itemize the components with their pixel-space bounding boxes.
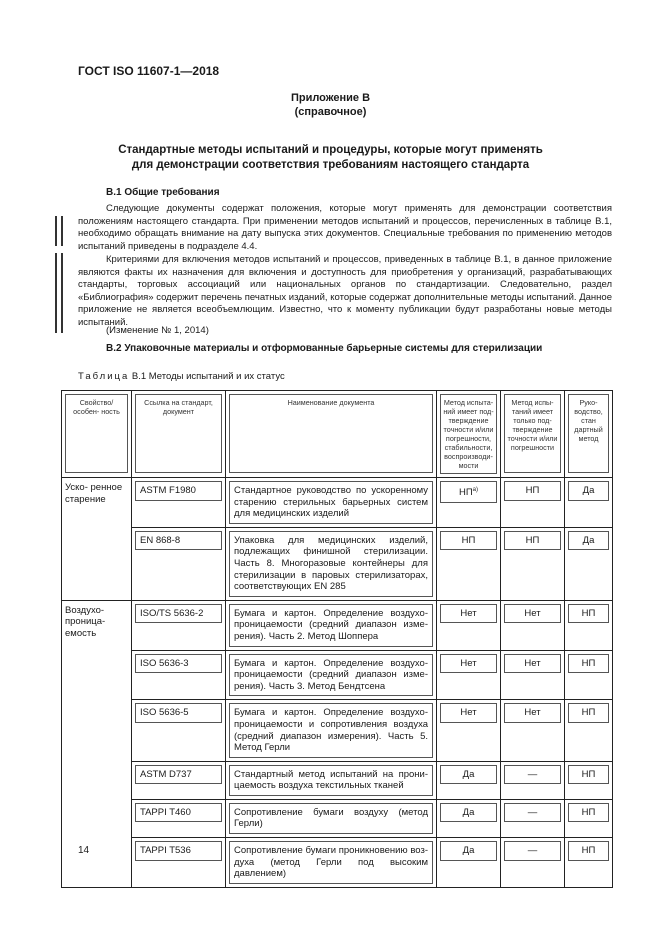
precision-reproducibility-cell: Да	[437, 799, 501, 837]
precision-reproducibility-cell: Да	[437, 838, 501, 888]
methods-table	[61, 390, 613, 888]
reference-cell: ISO 5636-5	[132, 700, 226, 761]
header-precision-only: Метод испы- таний имеет только под- тверждение точности и/или погрешности	[501, 391, 565, 478]
reference-cell: ASTM D737	[132, 761, 226, 799]
document-header: ГОСТ ISO 11607-1—2018	[78, 64, 220, 78]
section-title-line-2: для демонстрации соответствия требованиям настоящего стандарта	[131, 159, 530, 171]
header-document-name: Наименование документа	[226, 391, 437, 478]
document-name-cell: Бумага и картон. Определение воздухо-проницаемости и сопротивления воздуха (средний диапазон измерения). Часть 5. Метод Герли	[226, 700, 437, 761]
precision-reproducibility-cell: НП	[437, 527, 501, 600]
table-row	[62, 799, 613, 837]
precision-only-cell: НП	[501, 478, 565, 528]
precision-only-cell: Нет	[501, 650, 565, 700]
precision-only-cell: —	[501, 838, 565, 888]
change-bar	[61, 216, 63, 246]
precision-only-cell: НП	[501, 527, 565, 600]
precision-reproducibility-cell: Да	[437, 761, 501, 799]
document-name-cell: Бумага и картон. Определение воздухо-проницаемости (средний диапазон изме-рения). Часть 3. Метод Бендтсена	[226, 650, 437, 700]
table-row	[62, 600, 613, 650]
table-row	[62, 527, 613, 600]
header-precision-reproducibility: Метод испыта- ний имеет под- тверждение точности и/или погрешности, стабильности, воспроизводи- мости	[437, 391, 501, 478]
document-name-cell: Стандартное руководство по ускоренному старению стерильных барьерных систем для медицинских изделий	[226, 478, 437, 528]
reference-cell: TAPPI T536	[132, 838, 226, 888]
header-property: Свойство/ особен- ность	[62, 391, 132, 478]
guide-standard-cell: НП	[565, 700, 613, 761]
header-guide-standard-method: Руко- водство, стан дартный метод	[565, 391, 613, 478]
appendix-note: (справочное)	[294, 106, 367, 118]
table-row	[62, 650, 613, 700]
table-row	[62, 700, 613, 761]
footnote-marker: а)	[472, 487, 479, 493]
section-b2-heading: В.2 Упаковочные материалы и отформованные барьерные системы для стерилизации	[106, 343, 543, 354]
paragraph-b1-1: Следующие документы содержат положения, которые могут применять для демонстрации соответствия положениям настоящего стандарта. При применении методов испытаний и процессов, перечисленных в таблице В.1, необходимо обращать внимание на дату выпуска этих документов. Специальные требования по применению методов испытаний приведены в подразделе 4.4.	[78, 203, 612, 252]
section-b1-heading: В.1 Общие требования	[106, 187, 220, 198]
guide-standard-cell: Да	[565, 478, 613, 528]
guide-standard-cell: НП	[565, 838, 613, 888]
reference-cell: ISO/TS 5636-2	[132, 600, 226, 650]
table-caption-word: Таблица	[78, 371, 130, 382]
reference-cell: EN 868-8	[132, 527, 226, 600]
page-number: 14	[78, 845, 90, 856]
change-bar	[61, 253, 63, 333]
section-title-line-1: Стандартные методы испытаний и процедуры, которые могут применять	[118, 144, 543, 156]
table-row	[62, 478, 613, 528]
precision-reproducibility-cell: Нет	[437, 700, 501, 761]
document-name-cell: Бумага и картон. Определение воздухо-проницаемости (средний диапазон изме-рения). Часть 2. Метод Шоппера	[226, 600, 437, 650]
reference-cell: TAPPI T460	[132, 799, 226, 837]
document-name-cell: Сопротивление бумаги проникновению воз-духа (метод Герли под высоким давлением)	[226, 838, 437, 888]
precision-only-cell: —	[501, 761, 565, 799]
header-reference: Ссылка на стандарт, документ	[132, 391, 226, 478]
table-caption	[78, 371, 285, 382]
reference-cell: ISO 5636-3	[132, 650, 226, 700]
appendix-title: Приложение В	[290, 92, 371, 104]
change-bar	[55, 216, 57, 246]
amendment-note: (Изменение № 1, 2014)	[106, 325, 209, 336]
table-row	[62, 761, 613, 799]
document-name-cell: Упаковка для медицинских изделий, подлежащих финишной стерилизации. Часть 8. Многоразовые контейнеры для стерилизации в паровых стерилизаторах, соответствующих EN 285	[226, 527, 437, 600]
guide-standard-cell: НП	[565, 600, 613, 650]
guide-standard-cell: НП	[565, 650, 613, 700]
precision-only-cell: —	[501, 799, 565, 837]
guide-standard-cell: Да	[565, 527, 613, 600]
guide-standard-cell: НП	[565, 761, 613, 799]
property-cell: Уско- ренное старение	[62, 478, 132, 601]
precision-only-cell: Нет	[501, 700, 565, 761]
precision-only-cell: Нет	[501, 600, 565, 650]
document-name-cell: Сопротивление бумаги воздуху (метод Герли)	[226, 799, 437, 837]
table-caption-text: В.1 Методы испытаний и их статус	[131, 371, 285, 382]
paragraph-b1-2: Критериями для включения методов испытаний и процессов, приведенных в таблице В.1, в данное приложение являются факты их назначения для включения и доступность для приобретения у организаций, разрабатывающих стандарты, торговых ассоциаций или национальных органов по стандартизации. Следовательно, раздел «Библиография» содержит перечень печатных изданий, которые содержат дополнительные методы испытаний. Данное приложение не является всеобъемлющим. Известно, что к моменту публикации будут разработаны новые методы испытаний.	[78, 254, 612, 328]
reference-cell: ASTM F1980	[132, 478, 226, 528]
property-cell: Воздухо- проница- емость	[62, 600, 132, 887]
change-bar	[55, 253, 57, 333]
precision-reproducibility-cell: Нет	[437, 650, 501, 700]
guide-standard-cell: НП	[565, 799, 613, 837]
document-name-cell: Стандартный метод испытаний на прони-цаемость воздуха текстильных тканей	[226, 761, 437, 799]
table-row	[62, 838, 613, 888]
precision-reproducibility-cell: $НП^{а)}$	[437, 478, 501, 528]
precision-reproducibility-cell: Нет	[437, 600, 501, 650]
